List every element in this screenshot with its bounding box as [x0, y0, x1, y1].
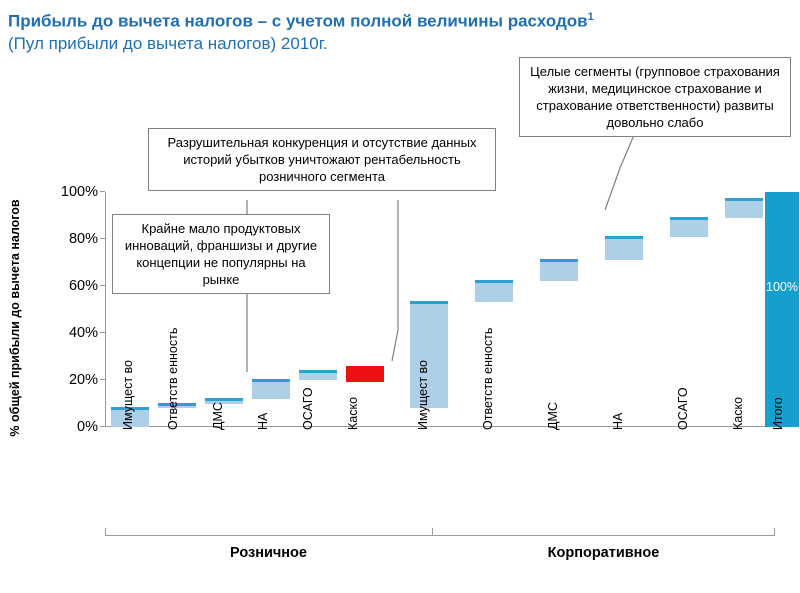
bar-cap-9: [540, 259, 578, 262]
x-label-corp-kasko: Каско: [731, 396, 745, 430]
bar-cap-7: [410, 301, 448, 304]
x-label-corp-liability: Ответств енность: [481, 327, 495, 430]
x-label-retail-osago: ОСАГО: [301, 387, 315, 430]
bar-8: [475, 281, 513, 302]
bar-13: [765, 192, 799, 427]
x-label-retail-liability: Ответств енность: [166, 327, 180, 430]
x-label-corp-property: Имущест во: [416, 360, 430, 430]
title-block: [8, 6, 788, 55]
x-label-retail-na: НА: [256, 412, 270, 430]
y-tick-80: 80%: [68, 231, 98, 247]
x-label-corp-osago: ОСАГО: [676, 387, 690, 430]
x-axis-labels: [105, 327, 785, 530]
group-label-corporate: Корпоративное: [547, 545, 660, 561]
y-axis-title: [2, 180, 28, 460]
page-subtitle: (Пул прибыли до вычета налогов) 2010г.: [8, 33, 328, 53]
bar-cap-12: [725, 198, 763, 201]
bar-cap-3: [205, 398, 243, 401]
group-axis-tick-left: [105, 528, 106, 536]
callout-whole-segments: Целые сегменты (групповое страхования жизни, медицинское страхование и страхование ответственности) развиты довольно слабо: [519, 57, 791, 137]
page-title: [8, 6, 788, 33]
y-axis-title-text: % общей прибыли до вычета налогов: [8, 199, 22, 437]
bar-cap-5: [299, 370, 337, 373]
x-axis-line: [105, 426, 775, 427]
group-axis-line: [105, 535, 775, 536]
bar-cap-4: [252, 379, 290, 382]
x-label-retail-kasko: Каско: [346, 396, 360, 430]
x-label-retail-dms: ДМС: [211, 402, 225, 430]
x-label-total: Итого: [771, 397, 785, 430]
y-tick-60: 60%: [68, 278, 98, 294]
bar-cap-11: [670, 217, 708, 220]
bar-4: [252, 380, 290, 399]
page-title-text: Прибыль до вычета налогов – с учетом полной величины расходов: [8, 11, 588, 31]
title-footnote-marker: 1: [587, 11, 594, 23]
group-label-retail: Розничное: [230, 545, 307, 561]
x-label-retail-property: Имущест во: [121, 360, 135, 430]
bar-9: [540, 260, 578, 281]
callout-few-innovations: Крайне мало продуктовых инноваций, франшизы и другие концепции не популярны на рынке: [112, 214, 330, 294]
x-label-corp-dms: ДМС: [546, 402, 560, 430]
y-tick-20: 20%: [68, 372, 98, 388]
y-axis-line: [105, 192, 106, 427]
y-tick-100: 100%: [60, 184, 98, 200]
group-axis-tick-mid: [432, 528, 433, 536]
x-label-corp-na: НА: [611, 412, 625, 430]
bar-cap-8: [475, 280, 513, 283]
bar-6: [346, 366, 384, 382]
bar-cap-10: [605, 236, 643, 239]
bar-12: [725, 199, 763, 218]
bar-11: [670, 218, 708, 237]
y-tick-0: 0%: [77, 419, 98, 435]
group-axis-tick-right: [774, 528, 775, 536]
bar-10: [605, 237, 643, 261]
bar-value-label: 100%: [766, 280, 798, 294]
callout-retail-competition: Разрушительная конкуренция и отсутствие данных историй убытков уничтожают рентабельность розничного сегмента: [148, 128, 496, 191]
y-tick-40: 40%: [68, 325, 98, 341]
